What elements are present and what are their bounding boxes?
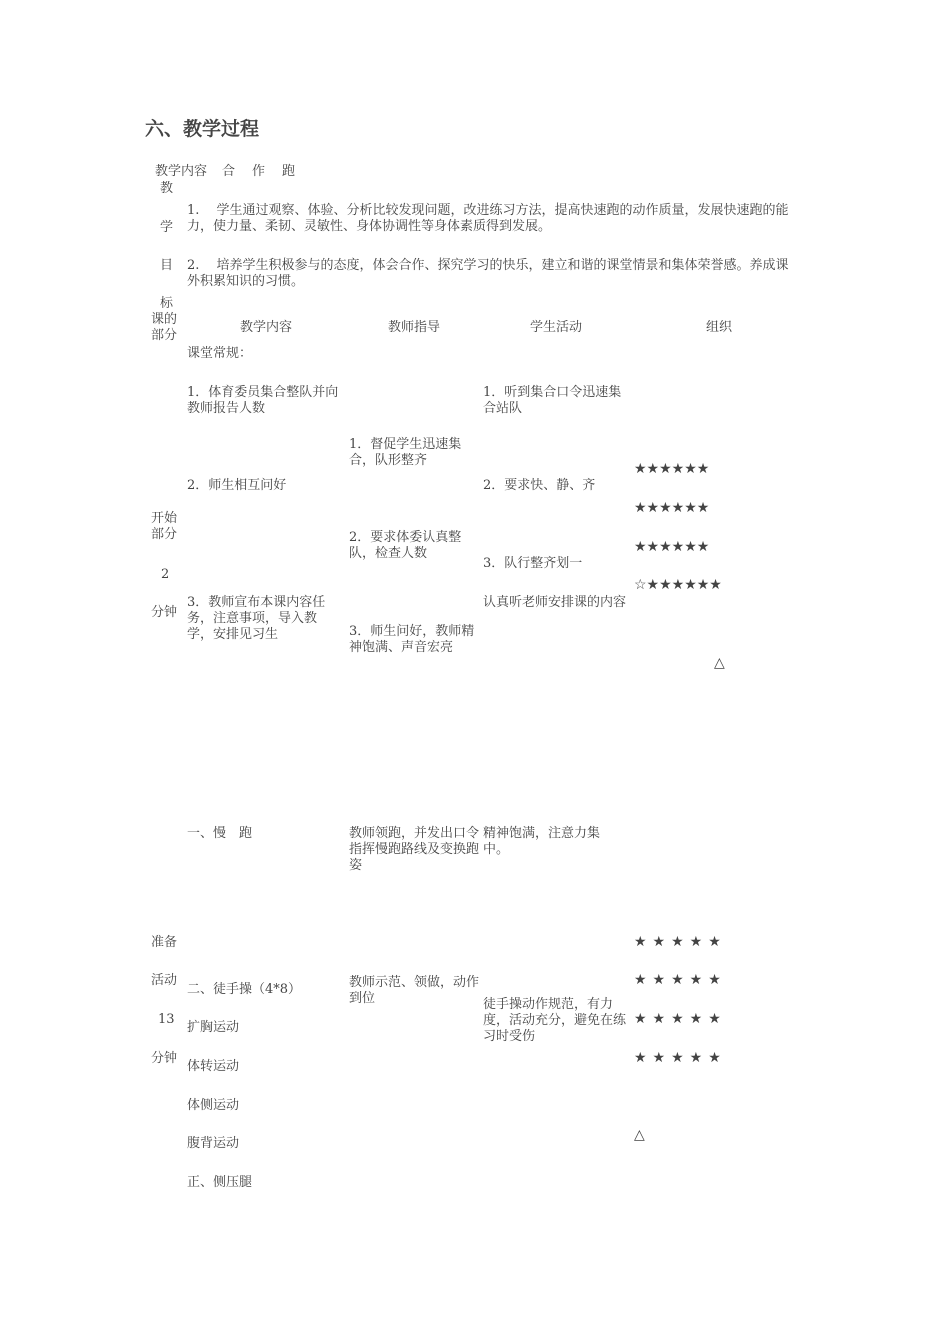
objective-item: 2. 培养学生积极参与的态度，体会合作、探究学习的快乐，建立和谐的课堂情景和集体荣誉感。养成课外积累知识的习惯。 [187,258,789,289]
start-content-item: 3．教师宣布本课内容任务，注意事项，导入教学，安排见习生 [187,595,326,642]
start-teacher-item: 2．要求体委认真整队，检查人数 [349,530,462,561]
start-student-item: 认真听老师安排课的内容 [483,595,627,610]
prep-minutes: 13 [158,1012,175,1027]
exercise-content: 二、徒手操（4*8） [187,982,302,997]
prep-part-label: 活动 [151,973,178,988]
exercise-item: 正、侧压腿 [187,1175,253,1190]
objective-label-char: 标 [160,296,174,311]
header-org: 组织 [706,320,733,335]
start-teacher-item: 3．师生问好，教师精神饱满、声音宏亮 [349,624,475,655]
prep-part-label: 准备 [151,935,178,950]
jog-student: 精神饱满，注意力集中。 [483,826,601,857]
exercise-teacher: 教师示范、领做，动作到位 [349,975,480,1006]
start-content-item: 2．师生相互问好 [187,478,287,493]
exercise-item: 体转运动 [187,1059,240,1074]
formation-row: ★★★★★ [634,1011,727,1027]
objective-label-char: 目 [160,258,174,273]
objective-item: 1. 学生通过观察、体验、分析比较发现问题，改进练习方法，提高快速跑的动作质量，发展快速跑的能力，使力量、柔韧、灵敏性、身体协调性等身体素质得到发展。 [187,203,789,234]
jog-teacher: 教师领跑，并发出口令指挥慢跑路线及变换跑姿 [349,826,480,873]
content-label: 教学内容 [155,164,208,179]
exercise-student: 徒手操动作规范，有力度，活动充分，避免在练习时受伤 [483,997,627,1044]
formation-row: ★★★★★★ [634,539,710,555]
start-student-item: 1．听到集合口令迅速集合站队 [483,385,622,416]
header-teacher: 教师指导 [388,320,441,335]
formation-row: ☆★★★★★★ [634,577,722,593]
start-student-item: 3．队行整齐划一 [483,556,583,571]
start-minute-unit: 分钟 [151,605,178,620]
start-minutes: 2 [161,567,170,582]
objective-label-char: 教 [160,181,174,196]
exercise-item: 体侧运动 [187,1098,240,1113]
routine-label: 课堂常规： [187,346,253,361]
prep-minute-unit: 分钟 [151,1051,178,1066]
teacher-position-marker: △ [714,655,725,671]
start-part-label: 开始部分 [151,511,178,542]
jog-content: 一、慢 跑 [187,826,253,841]
formation-row: ★★★★★★ [634,500,710,516]
header-student: 学生活动 [530,320,583,335]
exercise-item: 扩胸运动 [187,1020,240,1035]
start-teacher-item: 1．督促学生迅速集合，队形整齐 [349,437,462,468]
start-student-item: 2．要求快、静、齐 [483,478,596,493]
exercise-item: 腹背运动 [187,1136,240,1151]
formation-row: ★★★★★ [634,934,727,950]
formation-row: ★★★★★★ [634,461,710,477]
header-content: 教学内容 [240,320,293,335]
teacher-position-marker: △ [634,1127,645,1143]
objective-label-char: 学 [160,220,174,235]
formation-row: ★★★★★ [634,972,727,988]
content-value: 合 作 跑 [222,164,298,179]
header-part: 课的部分 [151,312,178,343]
section-heading: 六、教学过程 [145,118,260,140]
start-content-item: 1．体育委员集合整队并向教师报告人数 [187,385,339,416]
formation-row: ★★★★★ [634,1050,727,1066]
